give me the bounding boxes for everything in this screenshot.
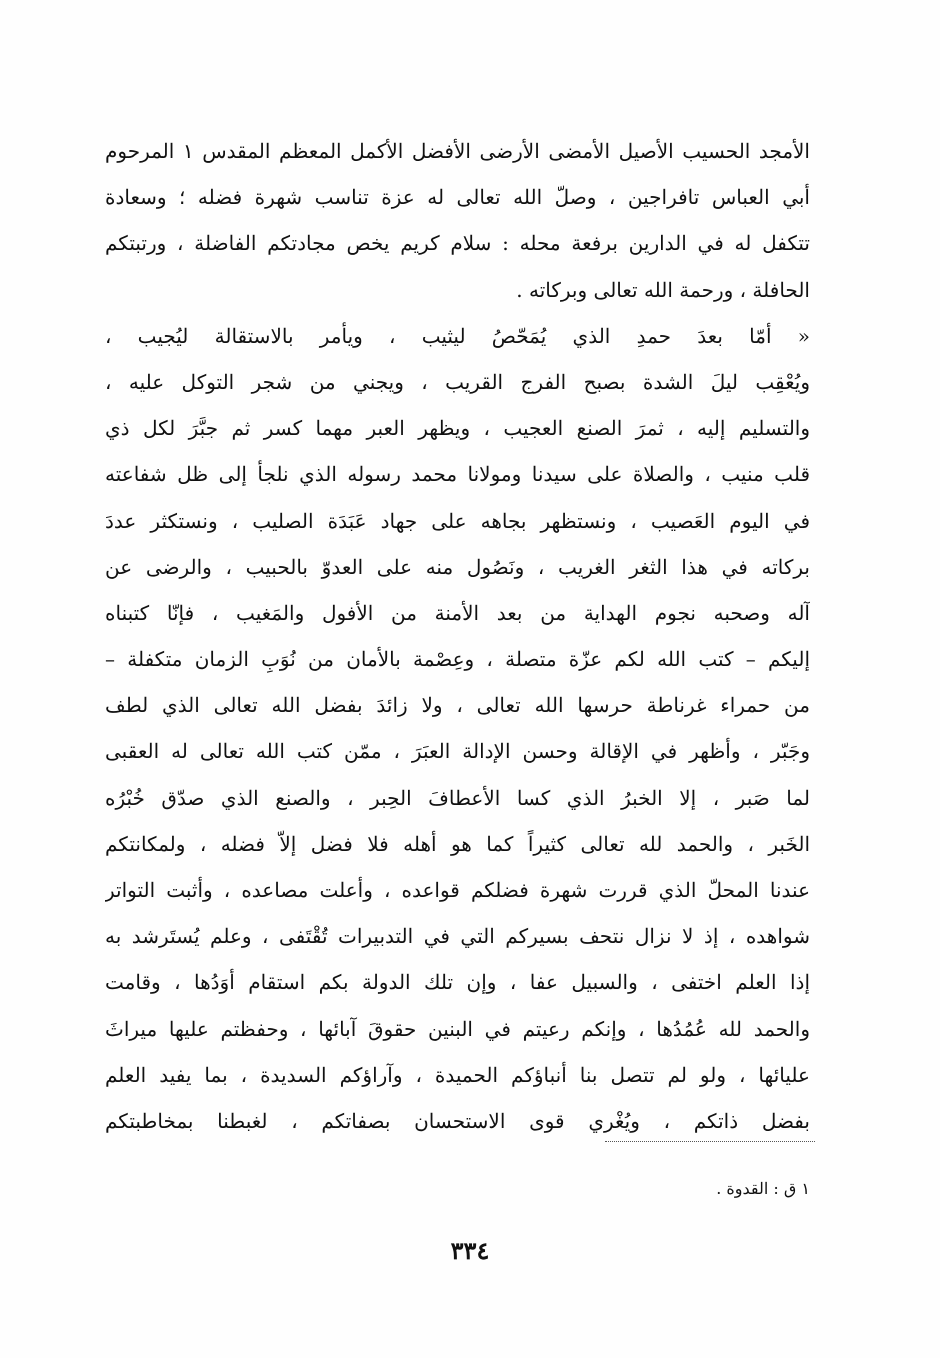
text-line: تتكفل له في الدارين برفعة محله : سلام كريم يخص مجادتكم الفاضلة ، ورتبتكم	[105, 231, 810, 256]
text-line: قلب منيب ، والصلاة على سيدنا ومولانا محمد رسوله الذي نلجأ إلى ظل شفاعته	[105, 462, 810, 487]
text-line: في اليوم العَصيب ، ونستظهر بجاهه على جهاد عَبَدَة الصليب ، ونستكثر عددَ	[105, 508, 810, 533]
text-line: بفضل ذاتكم ، ويُغْري قوى الاستحسان بصفاتكم ، لغبطنا بمخاطبتكم	[105, 1108, 810, 1133]
body-text	[105, 128, 810, 1144]
text-line: أبي العباس تافراجين ، وصلّ الله تعالى له عزة تناسب شهرة فضله ؛ وسعادة	[105, 185, 810, 210]
footnote-divider	[605, 1141, 815, 1142]
text-line: الحافلة ، ورحمة الله تعالى وبركاته .	[516, 277, 810, 302]
text-line: إذا العلم اختفى ، والسبيل عفا ، وإن تلك الدولة بكم استقام أوَدُها ، وقامت	[105, 970, 810, 995]
text-line: « أمّا بعدَ حمدِ الذي يُمَحّصُ ليثيب ، ويأمر بالاستقالة ليُجيب ،	[105, 323, 810, 348]
page-number: ٣٣٤	[450, 1236, 490, 1265]
footnote: ١ ق : القدوة .	[716, 1179, 810, 1198]
text-line: آله وصحبه نجوم الهداية من بعد الأمنة من الأفول والمَغيب ، فإنّا كتبناه	[105, 600, 810, 625]
text-line: بركاته في هذا الثغر الغريب ، ونَصُول منه على العدوّ بالحبيب ، والرضى عن	[105, 554, 810, 579]
text-line: والتسليم إليه ، ثمرَ الصنع العجيب ، ويظهر العبر مهما كسر ثم جبَّرَ لكل ذي	[105, 416, 810, 441]
text-line: ويُعْقِب ليلَ الشدة بصبح الفرج القريب ، ويجني من شجر التوكل عليه ،	[105, 369, 810, 394]
text-line: لما صَبر ، إلا الخبرُ الذي كسا الأعطافَ الحِبر ، والصنع الذي صدّق خُبْرُه	[105, 785, 810, 810]
text-line: إليكم – كتب الله لكم عزّة متصلة ، وعِصْمة بالأمان من نُوَبِ الزمان متكفلة –	[105, 647, 810, 672]
text-line: شواهده ، إذ لا نزال نتحف بسيركم التي في التدبيرات تُقْتَفى ، وعلم يُستَرشد به	[105, 924, 810, 949]
text-line: من حمراء غرناطة حرسها الله تعالى ، ولا زائدَ بفضل الله تعالى الذي لطف	[105, 693, 810, 718]
text-line: الخَبر ، والحمد لله تعالى كثيراً كما هو أهله فلا فضل إلاّ فضله ، ولمكانتكم	[105, 831, 810, 856]
text-line: وجَبّر ، وأظهر في الإقالة وحسن الإدالة العبَرَ ، ممّن كتب الله تعالى له العقبى	[105, 739, 810, 764]
text-line: عندنا المحلّ الذي قررت شهرة فضلكم قواعده ، وأعلت مصاعده ، وأثبت التواتر	[105, 878, 810, 902]
text-line: والحمد لله عُمُدُها ، وإنكم رعيتم في البنين حقوقَ آبائها ، وحفظتم عليها ميراثَ	[105, 1016, 810, 1041]
text-line: الأمجد الحسيب الأصيل الأمضى الأرضى الأفضل الأكمل المعظم المقدس ١ المرحوم	[105, 139, 810, 163]
text-line: عليائها ، ولو لم تتصل بنا أنباؤكم الحميدة ، وآراؤكم السديدة ، بما يفيد العلم	[105, 1062, 810, 1087]
